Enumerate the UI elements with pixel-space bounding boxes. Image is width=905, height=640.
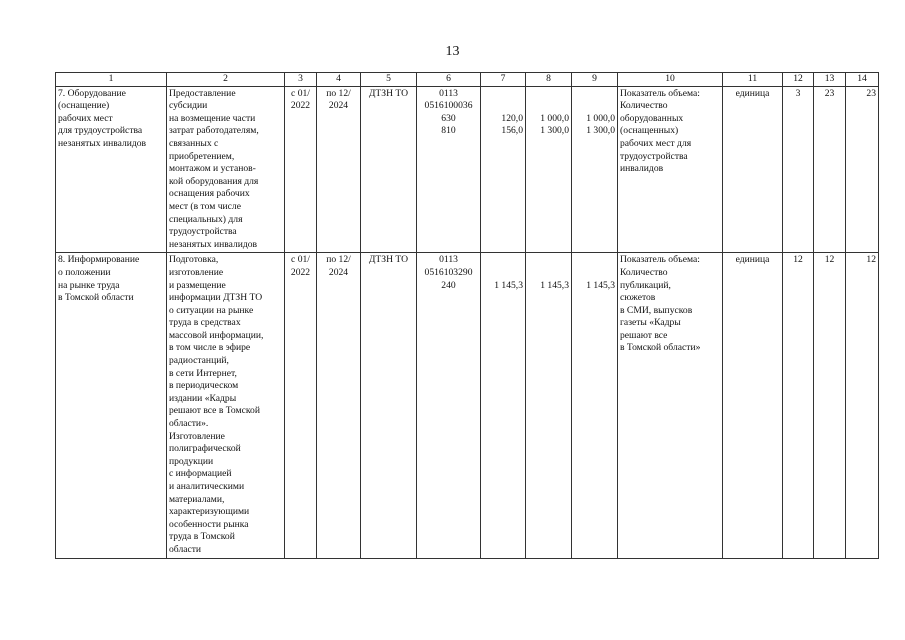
value-cell: 23 xyxy=(814,86,846,253)
program-table xyxy=(55,72,879,559)
executor-cell: ДТЗН ТО xyxy=(361,253,417,558)
value-cell: 12 xyxy=(814,253,846,558)
event-description-cell: Предоставление субсидии на возмещение части затрат работодателям, связанных с приобретением, монтажом и установ- кой оборудования для оснащения рабочих мест (в том числе специальных) для трудоустройства незанятых инвалидов xyxy=(167,86,285,253)
indicator-cell: Показатель объема: Количество оборудованных (оснащенных) рабочих мест для трудоустройства инвалидов xyxy=(618,86,723,253)
column-number: 12 xyxy=(783,73,814,87)
amount-cell: 1 000,0 1 300,0 xyxy=(572,86,618,253)
unit-cell: единица xyxy=(723,253,783,558)
column-number: 3 xyxy=(285,73,317,87)
value-cell: 23 xyxy=(846,86,879,253)
amount-cell: 1 145,3 xyxy=(481,253,526,558)
value-cell: 12 xyxy=(846,253,879,558)
amount-cell: 1 145,3 xyxy=(526,253,572,558)
amount-cell: 120,0 156,0 xyxy=(481,86,526,253)
column-number: 11 xyxy=(723,73,783,87)
column-number: 9 xyxy=(572,73,618,87)
event-name-cell: 7. Оборудование (оснащение) рабочих мест для трудоустройства незанятых инвалидов xyxy=(56,86,167,253)
event-description-cell: Подготовка, изготовление и размещение информации ДТЗН ТО о ситуации на рынке труда в средствах массовой информации, в том числе в эфире радиостанций, в сети Интернет, в периодическом издании «Кадры решают все в Томской области». Изготовление полиграфической продукции с информацией и аналитическими материалами, характеризующими особенности рынка труда в Томской области xyxy=(167,253,285,558)
column-number: 8 xyxy=(526,73,572,87)
amount-cell: 1 145,3 xyxy=(572,253,618,558)
start-date-cell: с 01/ 2022 xyxy=(285,86,317,253)
value-cell: 3 xyxy=(783,86,814,253)
end-date-cell: по 12/ 2024 xyxy=(317,253,361,558)
event-name-cell: 8. Информирование о положении на рынке труда в Томской области xyxy=(56,253,167,558)
end-date-cell: по 12/ 2024 xyxy=(317,86,361,253)
column-number: 6 xyxy=(417,73,481,87)
start-date-cell: с 01/ 2022 xyxy=(285,253,317,558)
column-number: 5 xyxy=(361,73,417,87)
page-number: 13 xyxy=(445,44,460,59)
indicator-cell: Показатель объема: Количество публикаций, сюжетов в СМИ, выпусков газеты «Кадры решают все в Томской области» xyxy=(618,253,723,558)
value-cell: 12 xyxy=(783,253,814,558)
column-number: 13 xyxy=(814,73,846,87)
unit-cell: единица xyxy=(723,86,783,253)
amount-cell: 1 000,0 1 300,0 xyxy=(526,86,572,253)
column-number: 10 xyxy=(618,73,723,87)
column-number: 1 xyxy=(56,73,167,87)
column-number: 2 xyxy=(167,73,285,87)
column-number-row xyxy=(56,73,879,87)
column-number: 7 xyxy=(481,73,526,87)
table-row xyxy=(56,253,879,558)
budget-code-cell: 0113 0516100036 630 810 xyxy=(417,86,481,253)
budget-code-cell: 0113 0516103290 240 xyxy=(417,253,481,558)
table-row xyxy=(56,86,879,253)
column-number: 14 xyxy=(846,73,879,87)
executor-cell: ДТЗН ТО xyxy=(361,86,417,253)
column-number: 4 xyxy=(317,73,361,87)
